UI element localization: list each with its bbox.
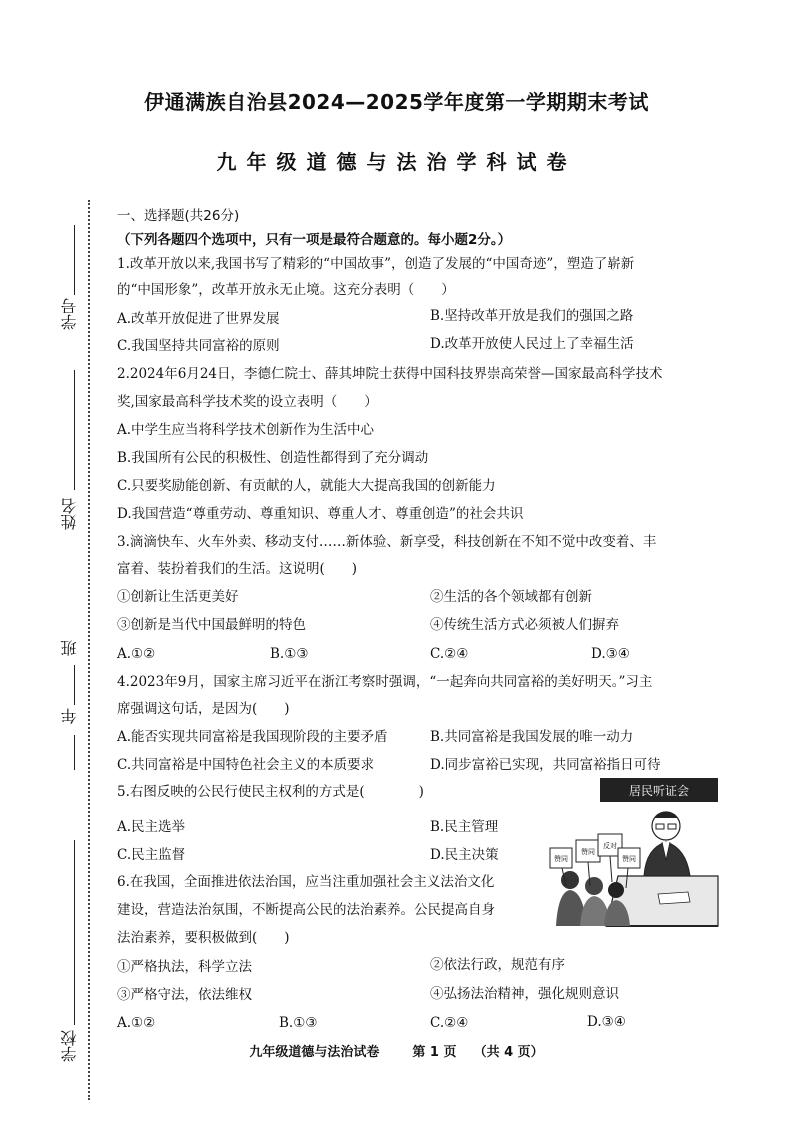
q6-stem-line3: 法治素养，要积极做到( ) <box>117 930 290 946</box>
q5-option-b[interactable]: B.民主管理 <box>430 819 499 835</box>
q5-option-a[interactable]: A.民主选举 <box>117 819 186 835</box>
q6-stem-line2: 建设，营造法治氛围，不断提高公民的法治素养。公民提高自身 <box>117 902 495 918</box>
q5-option-d[interactable]: D.民主决策 <box>430 847 499 863</box>
page-footer <box>0 1041 793 1060</box>
q6-option-a[interactable]: A.①② <box>117 1015 156 1031</box>
q2-option-d[interactable]: D.我国营造“尊重劳动、尊重知识、尊重人才、尊重创造”的社会共识 <box>117 506 524 522</box>
q1-option-c[interactable]: C.我国坚持共同富裕的原则 <box>117 338 280 354</box>
q3-item-4: ④传统生活方式必须被人们摒弃 <box>430 617 619 633</box>
section-heading: 一、选择题(共26分) <box>117 208 240 224</box>
footer-total-pages: （共 4 页） <box>473 1045 544 1060</box>
xingming-label: 姓名 <box>60 498 79 530</box>
q3-item-1: ①创新让生活更美好 <box>117 589 239 605</box>
q3-option-a[interactable]: A.①② <box>117 646 156 662</box>
q6-stem-line1: 6.在我国，全面推进依法治国，应当注重加强社会主义法治文化 <box>117 874 495 890</box>
q2-option-a[interactable]: A.中学生应当将科学技术创新作为生活中心 <box>117 422 375 438</box>
q4-stem-line2: 席强调这句话，是因为( ) <box>117 701 290 717</box>
q6-option-c[interactable]: C.②④ <box>430 1015 469 1031</box>
q1-stem-line2: 的“中国形象”，改革开放永无止境。这充分表明（ ） <box>117 282 455 298</box>
q1-option-a[interactable]: A.改革开放促进了世界发展 <box>117 311 280 327</box>
papers <box>658 892 690 904</box>
nian-underline[interactable] <box>74 735 75 770</box>
q3-option-c[interactable]: C.②④ <box>430 646 469 662</box>
q1-stem-line1: 1.改革开放以来,我国书写了精彩的“中国故事”，创造了发展的“中国奇迹”，塑造了崭新 <box>117 256 635 272</box>
q4-option-d[interactable]: D.同步富裕已实现，共同富裕指日可待 <box>430 757 661 773</box>
q3-stem-line2: 富着、装扮着我们的生活。这说明( ) <box>117 561 358 577</box>
q2-stem-line1: 2.2024年6月24日，李德仁院士、薛其坤院士获得中国科技界崇高荣誉—国家最高科学技术 <box>117 366 663 382</box>
q6-item-3: ③严格守法，依法维权 <box>117 987 252 1003</box>
xuehao-label: 学号 <box>60 298 79 330</box>
nian-label: 年 <box>60 708 79 724</box>
q6-item-1: ①严格执法，科学立法 <box>117 959 252 975</box>
hearing-sign-text: 居民听证会 <box>628 784 690 798</box>
nianban-underline[interactable] <box>74 665 75 705</box>
section-instruction: （下列各题四个选项中，只有一项是最符合题意的。每小题2分。） <box>117 232 512 248</box>
q4-option-c[interactable]: C.共同富裕是中国特色社会主义的本质要求 <box>117 757 375 773</box>
exam-title: 伊通满族自治县2024—2025学年度第一学期期末考试 <box>144 90 649 114</box>
hearing-illustration <box>548 776 720 936</box>
q2-option-b[interactable]: B.我国所有公民的积极性、创造性都得到了充分调动 <box>117 450 429 466</box>
q3-option-d[interactable]: D.③④ <box>591 646 630 662</box>
q2-option-c[interactable]: C.只要奖励能创新、有贡献的人，就能大大提高我国的创新能力 <box>117 478 496 494</box>
svg-text:赞同: 赞同 <box>554 855 568 863</box>
exam-subtitle: 九年级道德与法治学科试卷 <box>216 150 577 174</box>
q1-option-b[interactable]: B.坚持改革开放是我们的强国之路 <box>430 308 634 324</box>
q3-option-b[interactable]: B.①③ <box>270 646 309 662</box>
q6-option-b[interactable]: B.①③ <box>279 1015 318 1031</box>
xingming-underline[interactable] <box>74 370 75 490</box>
q5-stem: 5.右图反映的公民行使民主权利的方式是( ) <box>117 784 424 800</box>
xuexiao-underline[interactable] <box>74 840 75 1025</box>
footer-page-number: 第 1 页 <box>412 1045 457 1060</box>
q3-stem-line1: 3.滴滴快车、火车外卖、移动支付……新体验、新享受，科技创新在不知不觉中改变着、丰 <box>117 534 657 550</box>
svg-text:反对: 反对 <box>603 842 617 850</box>
q4-option-b[interactable]: B.共同富裕是我国发展的唯一动力 <box>430 729 634 745</box>
svg-text:赞同: 赞同 <box>581 848 595 856</box>
q2-stem-line2: 奖,国家最高科学技术奖的设立表明（ ） <box>117 394 378 410</box>
q3-item-2: ②生活的各个领域都有创新 <box>430 589 592 605</box>
ban-label: 班 <box>60 640 79 656</box>
footer-subject: 九年级道德与法治试卷 <box>249 1045 380 1060</box>
q4-stem-line1: 4.2023年9月，国家主席习近平在浙江考察时强调，“一起奔向共同富裕的美好明天。”习主 <box>117 674 653 690</box>
svg-text:赞同: 赞同 <box>622 855 636 863</box>
q3-item-3: ③创新是当代中国最鲜明的特色 <box>117 617 306 633</box>
q1-option-d[interactable]: D.改革开放使人民过上了幸福生活 <box>430 336 634 352</box>
q6-item-2: ②依法行政，规范有序 <box>430 957 565 973</box>
q4-option-a[interactable]: A.能否实现共同富裕是我国现阶段的主要矛盾 <box>117 729 388 745</box>
xuehao-underline[interactable] <box>74 225 75 295</box>
q6-item-4: ④弘扬法治精神，强化规则意识 <box>430 986 619 1002</box>
q6-option-d[interactable]: D.③④ <box>587 1014 626 1030</box>
xuexiao-label: 学校 <box>60 1030 79 1062</box>
binding-dotted-line <box>88 200 90 1100</box>
q5-option-c[interactable]: C.民主监督 <box>117 847 186 863</box>
